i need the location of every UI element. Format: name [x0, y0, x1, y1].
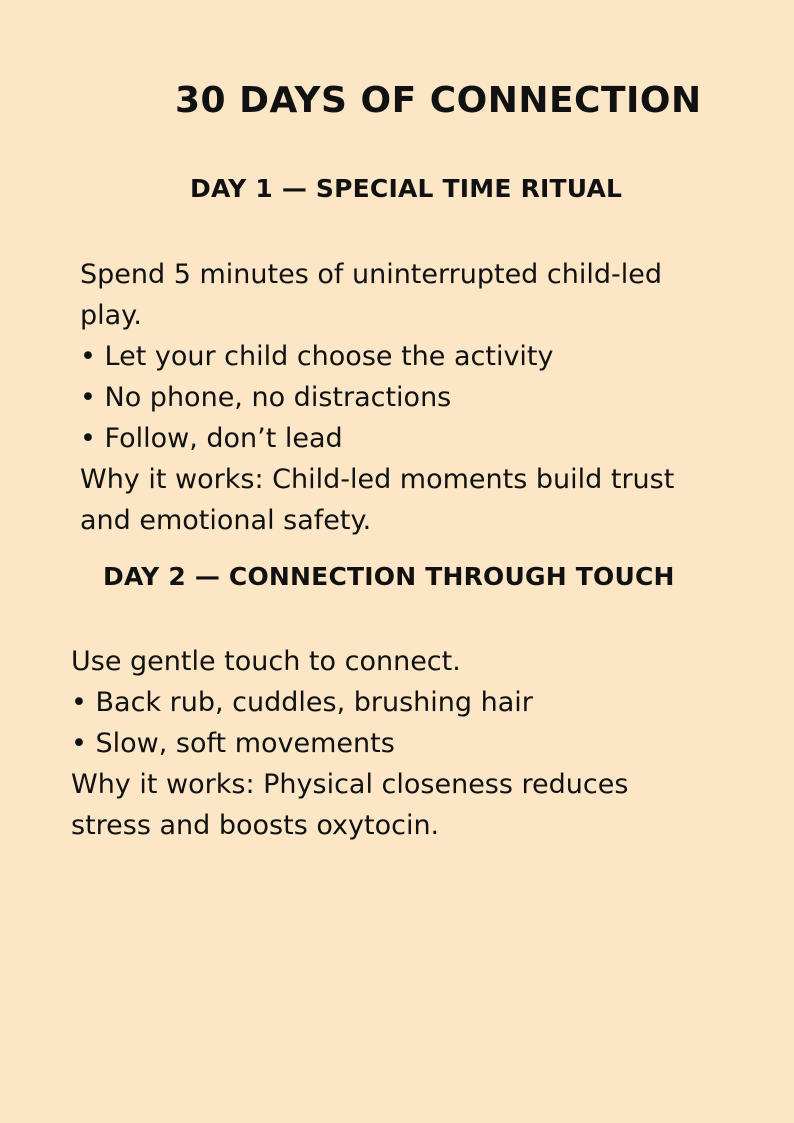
- why-it-works-line: Why it works: Child-led moments build trust: [80, 464, 675, 495]
- body-line: Use gentle touch to connect.: [71, 646, 461, 677]
- bullet-item: • Back rub, cuddles, brushing hair: [71, 687, 533, 718]
- why-it-works-line: and emotional safety.: [80, 505, 372, 536]
- bullet-item: • No phone, no distractions: [80, 382, 452, 413]
- day-1-heading: DAY 1 — SPECIAL TIME RITUAL: [190, 174, 623, 203]
- why-it-works-line: stress and boosts oxytocin.: [71, 810, 440, 841]
- body-line: play.: [80, 300, 142, 331]
- day-2-body: [71, 641, 628, 846]
- body-line: Spend 5 minutes of uninterrupted child-led: [80, 259, 662, 290]
- day-2-heading: DAY 2 — CONNECTION THROUGH TOUCH: [103, 562, 675, 591]
- page-title: 30 DAYS OF CONNECTION: [175, 80, 702, 121]
- day-1-body: [80, 254, 674, 541]
- bullet-item: • Follow, don’t lead: [80, 423, 343, 454]
- why-it-works-line: Why it works: Physical closeness reduces: [71, 769, 629, 800]
- bullet-item: • Let your child choose the activity: [80, 341, 554, 372]
- bullet-item: • Slow, soft movements: [71, 728, 395, 759]
